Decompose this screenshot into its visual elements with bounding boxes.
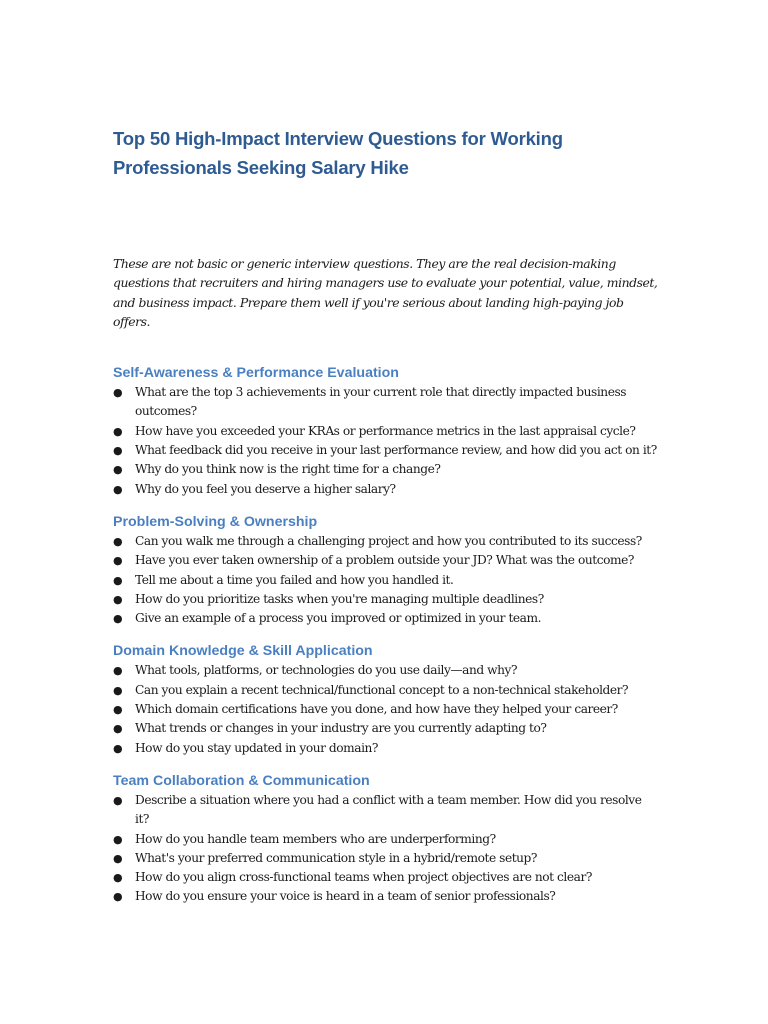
question-text: How do you stay updated in your domain? <box>135 740 378 755</box>
question-text: What feedback did you receive in your last performance review, and how did you act on it? <box>135 443 657 458</box>
bullet-icon: ● <box>113 444 123 458</box>
intro-paragraph: These are not basic or generic interview questions. They are the real decision-making questions that recruiters and hiring managers use to evaluate your potential, value, mindset, and business impact. Prepare them well if you're serious about landing high-paying job offers. <box>113 256 658 329</box>
bullet-icon: ● <box>113 664 123 678</box>
question-list <box>113 532 658 628</box>
question-text: What's your preferred communication style in a hybrid/remote setup? <box>135 850 537 865</box>
section-domain-knowledge <box>113 642 658 757</box>
list-item <box>113 700 658 719</box>
question-text: Why do you feel you deserve a higher salary? <box>135 481 396 496</box>
list-item <box>113 661 658 680</box>
section-problem-solving <box>113 513 658 628</box>
question-text: What are the top 3 achievements in your current role that directly impacted business outcomes? <box>135 385 627 419</box>
bullet-icon: ● <box>113 463 123 477</box>
question-text: Which domain certifications have you done, and how have they helped your career? <box>135 702 618 717</box>
section-self-awareness <box>113 364 658 499</box>
bullet-icon: ● <box>113 482 123 496</box>
list-item <box>113 532 658 551</box>
list-item <box>113 681 658 700</box>
bullet-icon: ● <box>113 386 123 400</box>
list-item <box>113 830 658 849</box>
list-item <box>113 849 658 868</box>
question-list <box>113 661 658 757</box>
question-text: Give an example of a process you improved or optimized in your team. <box>135 611 542 626</box>
bullet-icon: ● <box>113 554 123 568</box>
list-item <box>113 791 658 830</box>
question-list <box>113 383 658 499</box>
bullet-icon: ● <box>113 832 123 846</box>
bullet-icon: ● <box>113 592 123 606</box>
list-item <box>113 571 658 590</box>
question-text: How have you exceeded your KRAs or performance metrics in the last appraisal cycle? <box>135 423 636 438</box>
bullet-icon: ● <box>113 793 123 807</box>
list-item <box>113 719 658 738</box>
bullet-icon: ● <box>113 722 123 736</box>
question-text: Can you walk me through a challenging project and how you contributed to its success? <box>135 533 642 548</box>
document-page <box>113 124 658 907</box>
list-item <box>113 739 658 758</box>
bullet-icon: ● <box>113 890 123 904</box>
list-item <box>113 868 658 887</box>
list-item <box>113 887 658 906</box>
question-text: Tell me about a time you failed and how you handled it. <box>135 572 454 587</box>
question-text: How do you handle team members who are underperforming? <box>135 831 496 846</box>
list-item <box>113 460 658 479</box>
bullet-icon: ● <box>113 703 123 717</box>
list-item <box>113 383 658 422</box>
question-text: How do you prioritize tasks when you're managing multiple deadlines? <box>135 591 544 606</box>
question-text: Have you ever taken ownership of a problem outside your JD? What was the outcome? <box>135 553 634 568</box>
bullet-icon: ● <box>113 741 123 755</box>
list-item <box>113 551 658 570</box>
list-item <box>113 609 658 628</box>
bullet-icon: ● <box>113 683 123 697</box>
question-text: What tools, platforms, or technologies do you use daily—and why? <box>135 663 518 678</box>
question-text: Can you explain a recent technical/functional concept to a non-technical stakeholder? <box>135 682 629 697</box>
bullet-icon: ● <box>113 573 123 587</box>
question-text: What trends or changes in your industry are you currently adapting to? <box>135 721 547 736</box>
question-text: Describe a situation where you had a conflict with a team member. How did you resolve it? <box>135 792 642 827</box>
bullet-icon: ● <box>113 424 123 438</box>
question-text: How do you ensure your voice is heard in a team of senior professionals? <box>135 889 556 904</box>
list-item <box>113 590 658 609</box>
bullet-icon: ● <box>113 534 123 548</box>
question-text: How do you align cross-functional teams when project objectives are not clear? <box>135 870 592 885</box>
list-item <box>113 422 658 441</box>
list-item <box>113 480 658 499</box>
section-heading: Self-Awareness & Performance Evaluation <box>113 365 399 382</box>
bullet-icon: ● <box>113 612 123 626</box>
section-heading: Team Collaboration & Communication <box>113 772 370 789</box>
document-title: Top 50 High-Impact Interview Questions for Working Professionals Seeking Salary Hike <box>113 128 563 178</box>
question-text: Why do you think now is the right time for a change? <box>135 462 441 477</box>
list-item <box>113 441 658 460</box>
bullet-icon: ● <box>113 871 123 885</box>
section-heading: Problem-Solving & Ownership <box>113 513 318 530</box>
question-list <box>113 791 658 907</box>
section-team-collaboration <box>113 772 658 907</box>
section-heading: Domain Knowledge & Skill Application <box>113 643 373 660</box>
bullet-icon: ● <box>113 851 123 865</box>
